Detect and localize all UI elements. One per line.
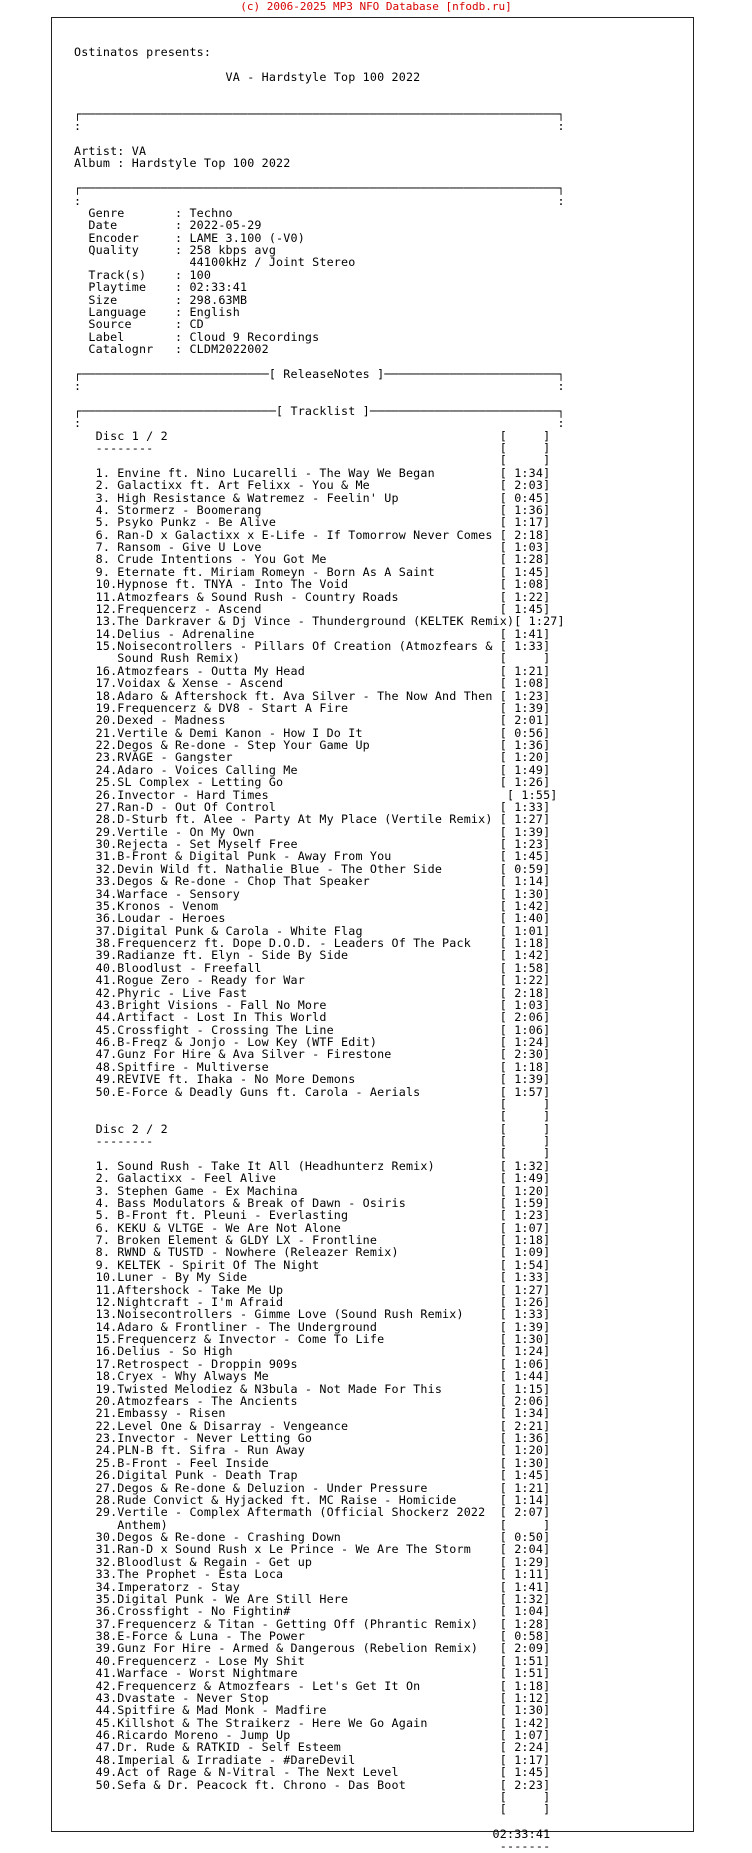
nfo-document-box: [51, 17, 694, 1853]
page-header-copyright: (c) 2006-2025 MP3 NFO Database [nfodb.ru]: [240, 0, 512, 13]
nfo-text: Ostinatos presents: VA - Hardstyle Top 100 2022 ┌──────────────────────────────────────────────────────────────────┐ : : Artist: VA Album : Hardstyle Top 100 2022 ┌──────────────────────────────────────────────────────────────────┐ : : Genre : Techno Date : 2022-05-29 Encoder : LAME 3.100 (-V0) Quality : 258 kbps avg 44100kHz / Joint Stereo Track(s) : 100 Playtime : 02:33:41 Size : 298.63MB Language : English Source : CD Label : Cloud 9 Recordings Catalognr : CLDM2022002 ┌──────────────────────────[ ReleaseNotes ]────────────────────────┐ : : ┌───────────────────────────[ Tracklist ]──────────────────────────┐ : : Disc 1 / 2 [ ] -------- [ ] [ ] 1. Envine ft. Nino Lucarelli - The Way We Began [ 1:34] 2. Galactixx ft. Art Felixx - You & Me [ 2:03] 3. High Resistance & Watremez - Feelin' Up [ 0:45] 4. Stormerz - Boomerang [ 1:36] 5. Psyko Punkz - Be Alive [ 1:17] 6. Ran-D x Galactixx x E-Life - If Tomorrow Never Comes [ 2:18] 7. Ransom - Give U Love [ 1:03] 8. Crude Intentions - You Got Me [ 1:28] 9. Eternate ft. Miriam Romeyn - Born As A Saint [ 1:45] 10.Hypnose ft. TNYA - Into The Void [ 1:08] 11.Atmozfears & Sound Rush - Country Roads [ 1:22] 12.Frequencerz - Ascend [ 1:45] 13.The Darkraver & Dj Vince - Thunderground (KELTEK Remix)[ 1:27] 14.Delius - Adrenaline [ 1:41] 15.Noisecontrollers - Pillars Of Creation (Atmozfears & [ 1:33] Sound Rush Remix) [ ] 16.Atmozfears - Outta My Head [ 1:21] 17.Voidax & Xense - Ascend [ 1:08] 18.Adaro & Aftershock ft. Ava Silver - The Now And Then [ 1:23] 19.Frequencerz & DV8 - Start A Fire [ 1:39] 20.Dexed - Madness [ 2:01] 21.Vertile & Demi Kanon - How I Do It [ 0:56] 22.Degos & Re-done - Step Your Game Up [ 1:36] 23.RVAGE - Gangster [ 1:20] 24.Adaro - Voices Calling Me [ 1:49] 25.SL Complex - Letting Go [ 1:26] 26.Invector - Hard Times [ 1:55] 27.Ran-D - Out Of Control [ 1:33] 28.D-Sturb ft. Alee - Party At My Place (Vertile Remix) [ 1:27] 29.Vertile - On My Own [ 1:39] 30.Rejecta - Set Myself Free [ 1:23] 31.B-Front & Digital Punk - Away From You [ 1:45] 32.Devin Wild ft. Nathalie Blue - The Other Side [ 0:59] 33.Degos & Re-done - Chop That Speaker [ 1:14] 34.Warface - Sensory [ 1:30] 35.Kronos - Venom [ 1:42] 36.Loudar - Heroes [ 1:40] 37.Digital Punk & Carola - White Flag [ 1:01] 38.Frequencerz ft. Dope D.O.D. - Leaders Of The Pack [ 1:18] 39.Radianze ft. Elyn - Side By Side [ 1:42] 40.Bloodlust - Freefall [ 1:58] 41.Rogue Zero - Ready for War [ 1:22] 42.Phyric - Live Fast [ 2:18] 43.Bright Visions - Fall No More [ 1:03] 44.Artifact - Lost In This World [ 2:06] 45.Crossfight - Crossing The Line [ 1:06] 46.B-Freqz & Jonjo - Low Key (WTF Edit) [ 1:24] 47.Gunz For Hire & Ava Silver - Firestone [ 2:30] 48.Spitfire - Multiverse [ 1:18] 49.REVIVE ft. Ihaka - No More Demons [ 1:39] 50.E-Force & Deadly Guns ft. Carola - Aerials [ 1:57] [ ] [ ] Disc 2 / 2 [ ] -------- [ ] [ ] 1. Sound Rush - Take It All (Headhunterz Remix) [ 1:32] 2. Galactixx - Feel Alive [ 1:49] 3. Stephen Game - Ex Machina [ 1:20] 4. Bass Modulators & Break of Dawn - Osiris [ 1:59] 5. B-Front ft. Pleuni - Everlasting [ 1:23] 6. KEKU & VLTGE - We Are Not Alone [ 1:07] 7. Broken Element & GLDY LX - Frontline [ 1:18] 8. RWND & TUSTD - Nowhere (Releazer Remix) [ 1:09] 9. KELTEK - Spirit Of The Night [ 1:54] 10.Luner - By My Side [ 1:33] 11.Aftershock - Take Me Up [ 1:27] 12.Nightcraft - I'm Afraid [ 1:26] 13.Noisecontrollers - Gimme Love (Sound Rush Remix) [ 1:33] 14.Adaro & Frontliner - The Underground [ 1:39] 15.Frequencerz & Invector - Come To Life [ 1:30] 16.Delius - So High [ 1:24] 17.Retrospect - Droppin 909s [ 1:06] 18.Cryex - Why Always Me [ 1:44] 19.Twisted Melodiez & N3bula - Not Made For This [ 1:15] 20.Atmozfears - The Ancients [ 2:06] 21.Embassy - Risen [ 1:34] 22.Level One & Disarray - Vengeance [ 2:21] 23.Invector - Never Letting Go [ 1:36] 24.PLN-B ft. Sifra - Run Away [ 1:20] 25.B-Front - Feel Inside [ 1:30] 26.Digital Punk - Death Trap [ 1:45] 27.Degos & Re-done & Deluzion - Under Pressure [ 1:21] 28.Rude Convict & Hyjacked ft. MC Raise - Homicide [ 1:14] 29.Vertile - Complex Aftermath (Official Shockerz 2022 [ 2:07] Anthem) [ ] 30.Degos & Re-done - Crashing Down [ 0:50] 31.Ran-D x Sound Rush x Le Prince - We Are The Storm [ 2:04] 32.Bloodlust & Regain - Get up [ 1:29] 33.The Prophet - Esta Loca [ 1:11] 34.Imperatorz - Stay [ 1:41] 35.Digital Punk - We Are Still Here [ 1:32] 36.Crossfight - No Fightin# [ 1:04] 37.Frequencerz & Titan - Getting Off (Phrantic Remix) [ 1:28] 38.E-Force & Luna - The Power [ 0:58] 39.Gunz For Hire - Armed & Dangerous (Rebelion Remix) [ 2:09] 40.Frequencerz - Lose My Shit [ 1:51] 41.Warface - Worst Nightmare [ 1:51] 42.Frequencerz & Atmozfears - Let's Get It On [ 1:18] 43.Dvastate - Never Stop [ 1:12] 44.Spitfire & Mad Monk - Madfire [ 1:30] 45.Killshot & The Straikerz - Here We Go Again [ 1:42] 46.Ricardo Moreno - Jump Up [ 1:07] 47.Dr. Rude & RATKID - Self Esteem [ 2:24] 48.Imperial & Irradiate - #DareDevil [ 1:17] 49.Act of Rage & N-Vitral - The Next Level [ 1:45] 50.Sefa & Dr. Peacock ft. Chrono - Das Boot [ 2:23] [ ] [ ] 02:33:41 -------: [74, 45, 565, 1853]
